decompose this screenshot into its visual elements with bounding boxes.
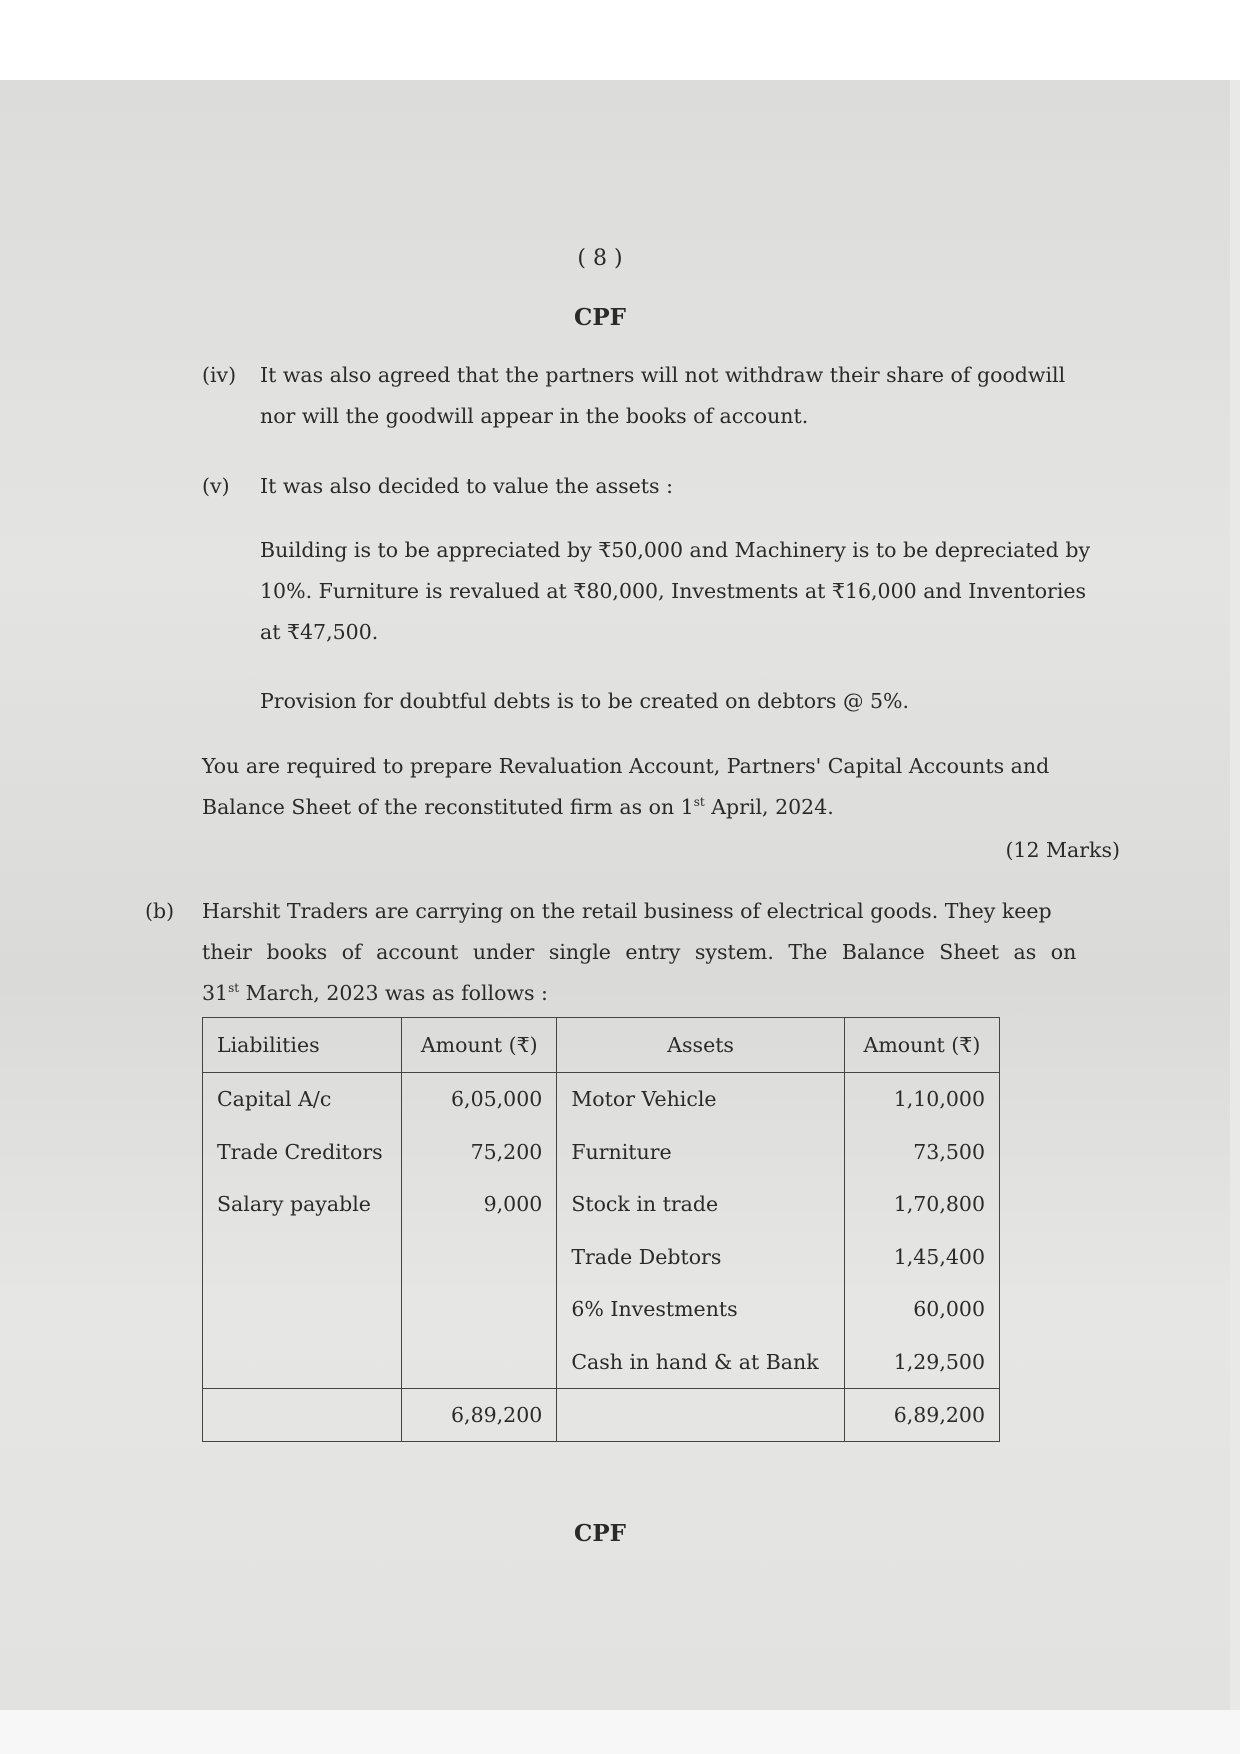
asset-cell: Stock in trade [557,1178,845,1231]
total-blank-cell [557,1389,845,1442]
asset-cell: Cash in hand & at Bank [557,1336,845,1389]
item-v-valuation-para [260,530,1110,653]
asset-amount-cell: 1,29,500 [844,1336,999,1389]
item-v-label: (v) [202,474,230,498]
paper-code-header: CPF [574,304,626,331]
scan-top-margin [0,0,1240,80]
liab-amount-cell [402,1336,557,1389]
header-liabilities: Liabilities [203,1018,402,1073]
item-iv-label: (iv) [202,363,237,387]
item-iv-line1: It was also agreed that the partners will not withdraw their share of goodwill [260,363,1066,387]
item-v-para1-line1: Building is to be appreciated by ₹50,000 and Machinery is to be depreciated by [260,538,1091,562]
header-liab-amount: Amount (₹) [402,1018,557,1073]
asset-total-cell: 6,89,200 [844,1389,999,1442]
asset-amount-cell: 73,500 [844,1126,999,1179]
part-b-line3-sup: st [228,981,240,996]
liab-amount-cell [402,1231,557,1284]
balance-sheet-header-row [203,1018,1000,1073]
balance-sheet-table [202,1017,1000,1442]
asset-amount-cell: 1,10,000 [844,1073,999,1126]
liab-amount-cell: 9,000 [402,1178,557,1231]
item-iv [202,355,1110,439]
part-b-line2: their books of account under single entry system. The Balance Sheet as on [202,940,1077,964]
asset-cell: 6% Investments [557,1283,845,1336]
requirement-line2 [202,787,1110,828]
liab-amount-cell: 75,200 [402,1126,557,1179]
balance-sheet-total-row [203,1389,1000,1442]
part-b-line3-post: March, 2023 was as follows : [239,981,548,1005]
part-b-label: (b) [145,899,175,923]
table-row [203,1126,1000,1179]
part-b-line1: Harshit Traders are carrying on the retail business of electrical goods. They keep [202,899,1052,923]
paper-code-footer: CPF [574,1520,626,1547]
item-v-text: It was also decided to value the assets : [260,474,673,498]
liability-cell: Salary payable [203,1178,402,1231]
liab-amount-cell [402,1283,557,1336]
item-v [202,466,1110,508]
item-v-provision: Provision for doubtful debts is to be created on debtors @ 5%. [260,689,910,713]
part-b-line3-pre: 31 [202,981,229,1005]
part-b-line3 [202,973,1110,1014]
table-row [203,1178,1000,1231]
asset-cell: Motor Vehicle [557,1073,845,1126]
page-number: ( 8 ) [577,246,623,271]
total-blank-cell [203,1389,402,1442]
header-asset-amount: Amount (₹) [844,1018,999,1073]
liability-cell [203,1336,402,1389]
table-row [203,1336,1000,1389]
scan-bottom-margin [0,1710,1240,1754]
header-assets: Assets [557,1018,845,1073]
requirement-line2-sup: st [693,795,705,810]
liab-amount-cell: 6,05,000 [402,1073,557,1126]
table-row [203,1283,1000,1336]
liability-cell: Capital A/c [203,1073,402,1126]
liab-total-cell: 6,89,200 [402,1389,557,1442]
liability-cell [203,1231,402,1284]
asset-amount-cell: 1,45,400 [844,1231,999,1284]
requirement-line2-post: April, 2024. [704,795,834,819]
table-row [203,1231,1000,1284]
item-v-para1-line2: 10%. Furniture is revalued at ₹80,000, Investments at ₹16,000 and Inventories [260,579,1087,603]
item-iv-line2: nor will the goodwill appear in the books of account. [260,404,809,428]
item-v-para1-line3: at ₹47,500. [260,620,379,644]
liability-cell [203,1283,402,1336]
asset-cell: Furniture [557,1126,845,1179]
liability-cell: Trade Creditors [203,1126,402,1179]
requirement-line2-pre: Balance Sheet of the reconstituted firm as on 1 [202,795,694,819]
asset-amount-cell: 60,000 [844,1283,999,1336]
requirement-line1: You are required to prepare Revaluation Account, Partners' Capital Accounts and [202,754,1050,778]
marks-label: (12 Marks) [1005,838,1120,862]
table-row [203,1073,1000,1126]
asset-cell: Trade Debtors [557,1231,845,1284]
requirement-para [202,746,1110,828]
part-b-intro [202,891,1110,1014]
asset-amount-cell: 1,70,800 [844,1178,999,1231]
